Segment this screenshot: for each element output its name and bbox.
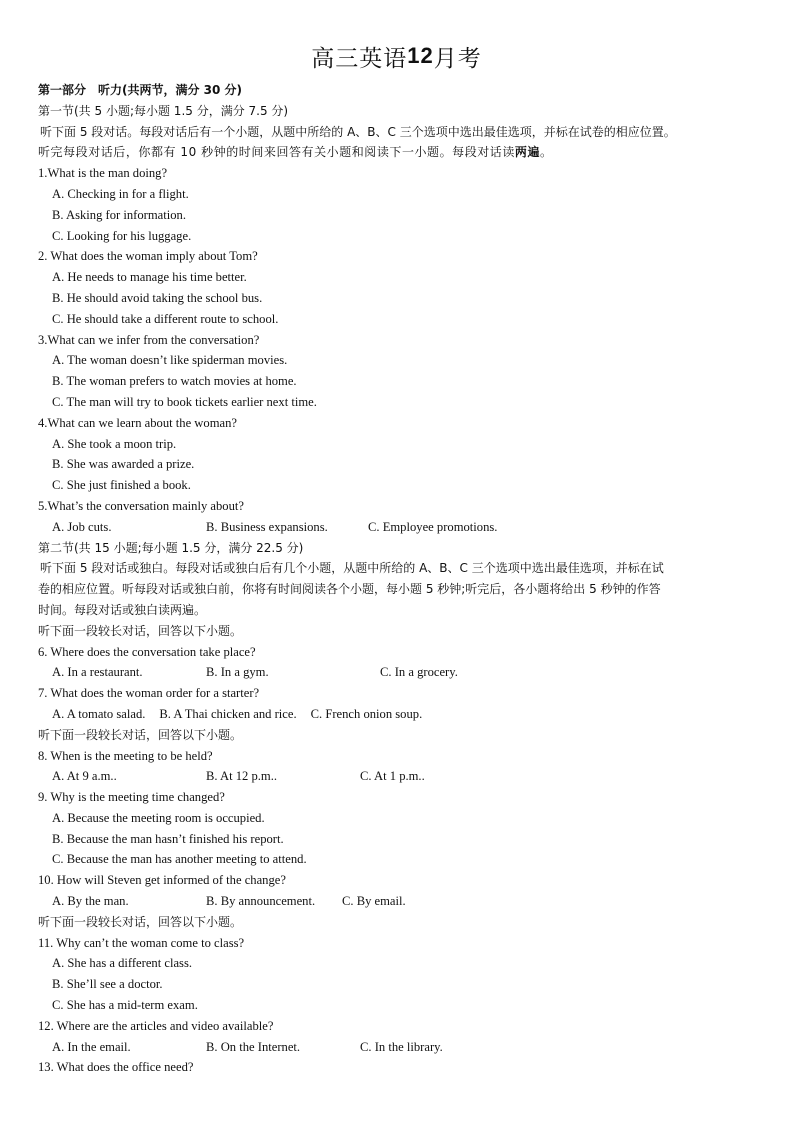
section2-instruction-cont: 卷的相应位置。听每段对话或独白前，你将有时间阅读各个小题，每小题 5 秒钟;听完后，各小题将给出 5 秒钟的作答 [38,582,661,597]
question-12-stem: 12. Where are the articles and video available? [38,1018,274,1033]
title-prefix: 高三英语 [311,46,408,72]
question-9-option-b: B. Because the man hasn’t finished his report. [52,831,284,846]
question-12-option-b: B. On the Internet. [206,1039,301,1054]
question-8-options [38,766,763,787]
question-10-option-a: A. By the man. [52,894,129,909]
question-4-option-a: A. She took a moon trip. [52,436,177,451]
question-3-option-a: A. The woman doesn’t like spiderman movies. [52,353,288,368]
question-1-option-c: C. Looking for his luggage. [52,228,192,243]
longer-conversation-note: 听下面一段较长对话，回答以下小题。 [38,623,243,638]
title-number: 12 [407,43,434,68]
section2-instruction-end: 时间。每段对话或独白读两遍。 [38,602,207,617]
question-8-option-a: A. At 9 a.m.. [52,769,117,784]
section1-instruction-cont: 听完每段对话后，你都有 10 秒钟的时间来回答有关小题和阅读下一小题。每段对话读两遍。 [38,145,553,160]
question-2-option-a: A. He needs to manage his time better. [52,270,247,285]
question-4-option-b: B. She was awarded a prize. [52,457,195,472]
question-8-option-b: B. At 12 p.m.. [206,769,278,784]
question-12-option-c: C. In the library. [360,1039,443,1054]
question-2-option-b: B. He should avoid taking the school bus. [52,290,263,305]
question-10-option-c: C. By email. [342,894,406,909]
question-7-stem: 7. What does the woman order for a starter? [38,686,260,701]
question-3-stem: 3.What can we infer from the conversation? [38,332,260,347]
question-1-option-b: B. Asking for information. [52,207,186,222]
question-5-option-b: B. Business expansions. [206,519,328,534]
section2-heading: 第二节(共 15 小题;每小题 1.5 分，满分 22.5 分) [38,540,304,555]
emphasis-twice: 两遍 [514,145,541,160]
question-3-option-c: C. The man will try to book tickets earlier next time. [52,394,317,409]
question-8-stem: 8. When is the meeting to be held? [38,748,213,763]
question-8-option-c: C. At 1 p.m.. [360,769,425,784]
question-7-option-b: B. A Thai chicken and rice. [159,706,297,721]
question-11-stem: 11. Why can’t the woman come to class? [38,935,245,950]
question-6-stem: 6. Where does the conversation take place? [38,644,256,659]
question-13-stem: 13. What does the office need? [38,1060,194,1075]
question-10-options [38,891,763,912]
question-7-option-c: C. French onion soup. [310,706,423,721]
question-12-option-a: A. In the email. [52,1039,131,1054]
title-suffix: 月考 [433,46,482,72]
question-2-stem: 2. What does the woman imply about Tom? [38,249,258,264]
question-6-option-b: B. In a gym. [206,665,269,680]
question-10-stem: 10. How will Steven get informed of the change? [38,873,286,888]
question-6-option-a: A. In a restaurant. [52,665,143,680]
section1-instruction: 听下面 5 段对话。每段对话后有一个小题，从题中所给的 A、B、C 三个选项中选出最佳选项，并标在试卷的相应位置。 [40,124,676,139]
longer-conversation-note: 听下面一段较长对话，回答以下小题。 [38,914,243,929]
section2-instruction: 听下面 5 段对话或独白。每段对话或独白后有几个小题，从题中所给的 A、B、C 三个选项中选出最佳选项，并标在试 [40,561,664,576]
question-12-options [38,1037,763,1058]
question-6-options [38,662,763,683]
question-1-stem: 1.What is the man doing? [38,166,168,181]
question-11-option-c: C. She has a mid-term exam. [52,998,198,1013]
question-5-options [38,517,763,538]
page-title [0,40,793,73]
question-9-stem: 9. Why is the meeting time changed? [38,790,225,805]
longer-conversation-note: 听下面一段较长对话，回答以下小题。 [38,727,243,742]
question-11-option-b: B. She’ll see a doctor. [52,977,163,992]
question-11-option-a: A. She has a different class. [52,956,193,971]
question-5-option-a: A. Job cuts. [52,519,112,534]
question-7-options [38,704,763,725]
part1-heading: 第一部分 听力(共两节，满分 30 分) [38,83,243,97]
question-3-option-b: B. The woman prefers to watch movies at home. [52,374,297,389]
question-9-option-c: C. Because the man has another meeting to attend. [52,852,307,867]
question-5-stem: 5.What’s the conversation mainly about? [38,498,244,513]
question-1-option-a: A. Checking in for a flight. [52,186,189,201]
exam-content [38,80,763,1078]
question-2-option-c: C. He should take a different route to school. [52,311,279,326]
question-9-option-a: A. Because the meeting room is occupied. [52,810,265,825]
question-7-option-a: A. A tomato salad. [52,706,146,721]
section1-heading: 第一节(共 5 小题;每小题 1.5 分，满分 7.5 分) [38,103,289,118]
question-4-option-c: C. She just finished a book. [52,478,191,493]
question-6-option-c: C. In a grocery. [380,665,458,680]
question-4-stem: 4.What can we learn about the woman? [38,415,237,430]
question-5-option-c: C. Employee promotions. [368,519,498,534]
question-10-option-b: B. By announcement. [206,894,316,909]
